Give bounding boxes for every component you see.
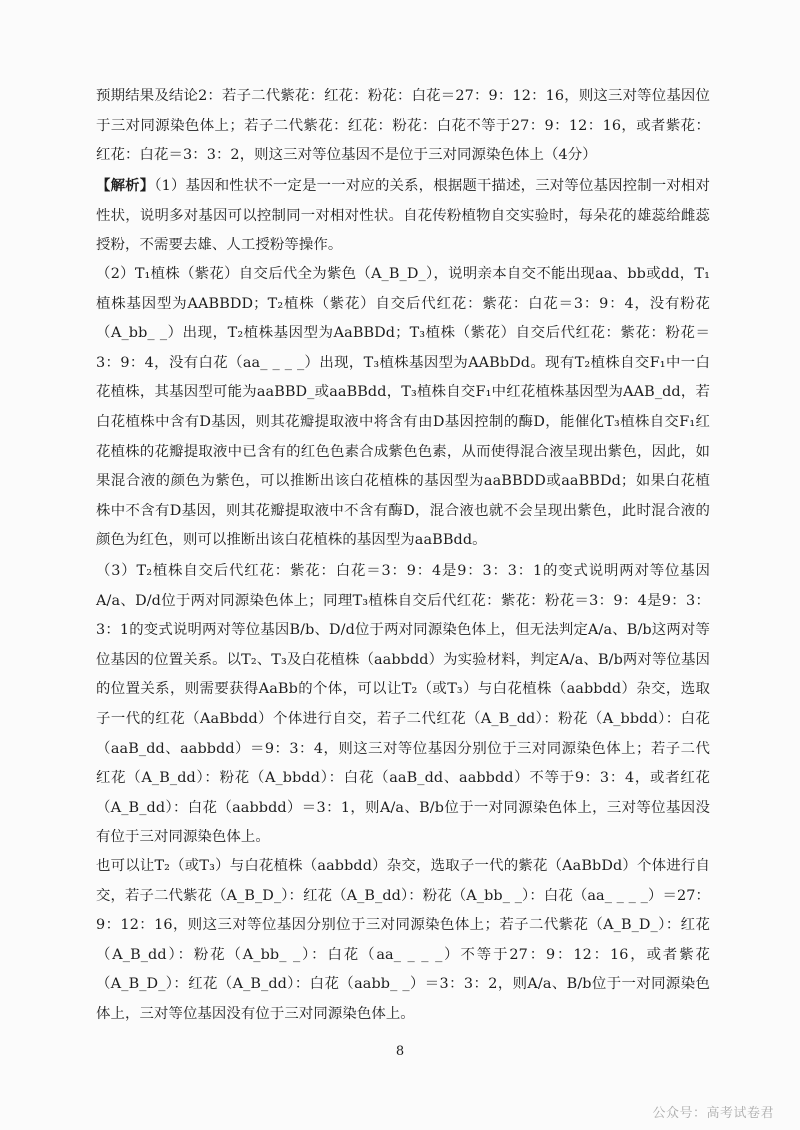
watermark: 公众号：高考试卷君 <box>652 1106 774 1121</box>
analysis-paragraph-1 <box>96 171 710 261</box>
analysis-paragraph-3: （3）T₂植株自交后代红花：紫花：白花＝3：9：4是9：3：3：1的变式说明两对等位基因A/a、D/d位于两对同源染色体上；同理T₃植株自交后代红花：紫花：粉花＝3：9：4是9：3：3：1的变式说明两对等位基因B/b、D/d位于两对同源染色体上，但无法判定A/a、B/b这两对等位基因的位置关系。以T₂、T₃及白花植株（aabbdd）为实验材料，判定A/a、B/b两对等位基因的位置关系，则需要获得AaBb的个体，可以让T₂（或T₃）与白花植株（aabbdd）杂交，选取子一代的红花（AaBbdd）个体进行自交，若子二代红花（A_B_dd）：粉花（A_bbdd）：白花（aaB_dd、aabbdd）＝9：3：4，则这三对等位基因分别位于三对同源染色体上；若子二代红花（A_B_dd）：粉花（A_bbdd）：白花（aaB_dd、aabbdd）不等于9：3：4，或者红花（A_B_dd）：白花（aabbdd）＝3：1，则A/a、B/b位于一对同源染色体上，三对等位基因没有位于三对同源染色体上。 <box>96 563 710 846</box>
analysis-paragraph-4: 也可以让T₂（或T₃）与白花植株（aabbdd）杂交，选取子一代的紫花（AaBbDd）个体进行自交，若子二代紫花（A_B_D_）：红花（A_B_dd）：粉花（A_bb_ _）：白花（aa_ _ _ _）＝27：9：12：16，则这三对等位基因分别位于三对同源染色体上；若子二代紫花（A_B_D_）：红花（A_B_dd）：粉花（A_bb_ _）：白花（aa_ _ _ _）不等于27：9：12：16，或者紫花（A_B_D_）：红花（A_B_dd）：白花（aabb_ _）＝3：3：2，则A/a、B/b位于一对同源染色体上，三对等位基因没有位于三对同源染色体上。 <box>96 858 710 1022</box>
conclusion-paragraph: 预期结果及结论2：若子二代紫花：红花：粉花：白花＝27：9：12：16，则这三对等位基因位于三对同源染色体上；若子二代紫花：红花：粉花：白花不等于27：9：12：16，或者紫花：红花：白花＝3：3：2，则这三对等位基因不是位于三对同源染色体上（4分） <box>96 88 710 164</box>
analysis-paragraph-2: （2）T₁植株（紫花）自交后代全为紫色（A_B_D_），说明亲本自交不能出现aa、bb或dd，T₁植株基因型为AABBDD；T₂植株（紫花）自交后代红花：紫花：白花＝3：9：4，没有粉花（A_bb_ _）出现，T₂植株基因型为AaBBDd；T₃植株（紫花）自交后代红花：紫花：粉花＝3：9：4，没有白花（aa_ _ _ _）出现，T₃植株基因型为AABbDd。现有T₂植株自交F₁中一白花植株，其基因型可能为aaBBD_或aaBBdd，T₃植株自交F₁中红花植株基因型为AAB_dd，若白花植株中含有D基因，则其花瓣提取液中将含有由D基因控制的酶D，能催化T₃植株自交F₁红花植株的花瓣提取液中已含有的红色色素合成紫色色素，从而使得混合液呈现出紫色，因此，如果混合液的颜色为紫色，可以推断出该白花植株的基因型为aaBBDD或aaBBDd；如果白花植株中不含有D基因，则其花瓣提取液中不含有酶D，混合液也就不会呈现出紫色，此时混合液的颜色为红色，则可以推断出该白花植株的基因型为aaBBdd。 <box>96 266 710 549</box>
analysis-text-1: （1）基因和性状不一定是一一对应的关系，根据题干描述，三对等位基因控制一对相对性状，说明多对基因可以控制同一对相对性状。自花传粉植物自交实验时，每朵花的雄蕊给雌蕊授粉，不需要去雄、人工授粉等操作。 <box>96 178 710 254</box>
analysis-tag: 【解析】 <box>96 177 155 194</box>
page-number: 8 <box>395 1044 405 1059</box>
